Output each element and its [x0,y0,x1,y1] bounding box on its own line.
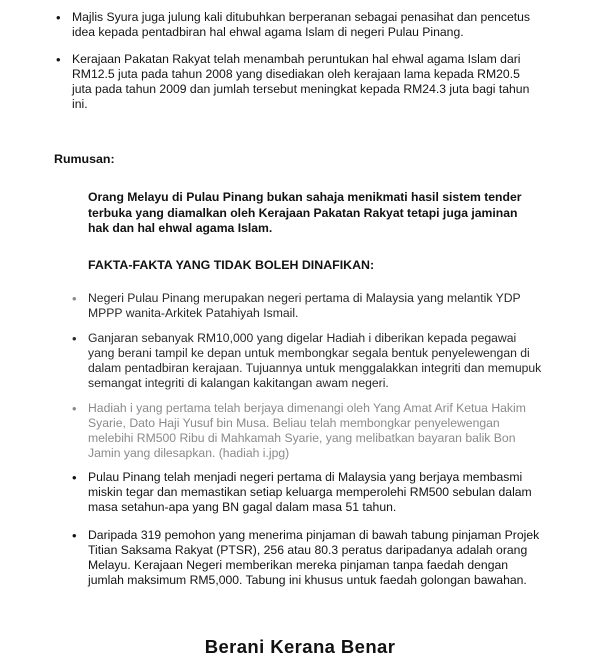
fakta-bullet-ptsr [72,528,543,588]
bullet-text: Daripada 319 pemohon yang menerima pinjaman di bawah tabung pinjaman Projek Titian Saksama Rakyat (PTSR), 256 atau 80.3 peratus daripadanya adalah orang Melayu. Kerajaan Negeri memberikan mereka pinjaman tanpa faedah dengan jumlah maksimum RM5,000. Tabung ini khusus untuk faedah golongan bawahan. [88,528,540,587]
bullet-text: Majlis Syura juga julung kali ditubuhkan berperanan sebagai penasihat dan pencetus idea kepada pentadbiran hal ehwal agama Islam di negeri Pulau Pinang. [72,10,531,39]
bullet-icon: • [72,331,77,346]
bullet-icon: • [72,528,77,543]
bullet-text: Hadiah i yang pertama telah berjaya dimenangi oleh Yang Amat Arif Ketua Hakim Syarie, Dato Haji Yusuf bin Musa. Beliau telah membongkar penyelewengan melebihi RM500 Ribu di Mahkamah Syarie, yang melibatkan bayaran balik Bon Jamin yang dilesapkan. (hadiah i.jpg) [88,401,526,460]
rumusan-text: Orang Melayu di Pulau Pinang bukan sahaja menikmati hasil sistem tender terbuka yang diamalkan oleh Kerajaan Pakatan Rakyat tetapi juga jaminan hak dan hal ehwal agama Islam. [88,190,522,235]
fakta-heading: FAKTA-FAKTA YANG TIDAK BOLEH DINAFIKAN: [88,258,375,272]
bullet-text: Pulau Pinang telah menjadi negeri pertama di Malaysia yang berjaya membasmi miskin tegar dan memastikan setiap keluarga memperolehi RM500 sebulan dalam masa setahun-apa yang BN gagal dalam masa 51 tahun. [88,470,532,514]
bullet-icon: • [72,401,77,416]
bullet-icon: • [56,52,61,67]
footer-slogan: Berani Kerana Benar [204,636,396,657]
bullet-text: Ganjaran sebanyak RM10,000 yang digelar Hadiah i diberikan kepada pegawai yang berani tampil ke depan untuk membongkar segala bentuk penyelewengan di dalam pentadbiran kerajaan. Tujuannya untuk menggalakkan integriti dan memupuk semangat integriti di kalangan kakitangan awam negeri. [88,331,542,390]
bullet-icon: • [56,10,61,25]
bullet-peruntukan [56,52,542,112]
fakta-bullet-hadiah-pertama [72,401,543,461]
bullet-text: Kerajaan Pakatan Rakyat telah menambah peruntukan hal ehwal agama Islam dari RM12.5 juta pada tahun 2008 yang disediakan oleh kerajaan lama kepada RM20.5 juta pada tahun 2009 dan jumlah tersebut meningkat kepada RM24.3 juta bagi tahun ini. [72,52,530,111]
fakta-bullet-miskin-tegar [72,470,543,515]
rumusan-heading: Rumusan: [54,152,115,166]
bullet-icon: • [72,470,77,485]
fakta-bullet-ganjaran [72,331,543,391]
fakta-bullet-ydp-mppp [72,291,543,321]
bullet-text: Negeri Pulau Pinang merupakan negeri pertama di Malaysia yang melantik YDP MPPP wanita-Arkitek Patahiyah Ismail. [88,291,521,320]
bullet-icon: • [72,291,77,306]
bullet-majlis-syura [56,10,542,40]
